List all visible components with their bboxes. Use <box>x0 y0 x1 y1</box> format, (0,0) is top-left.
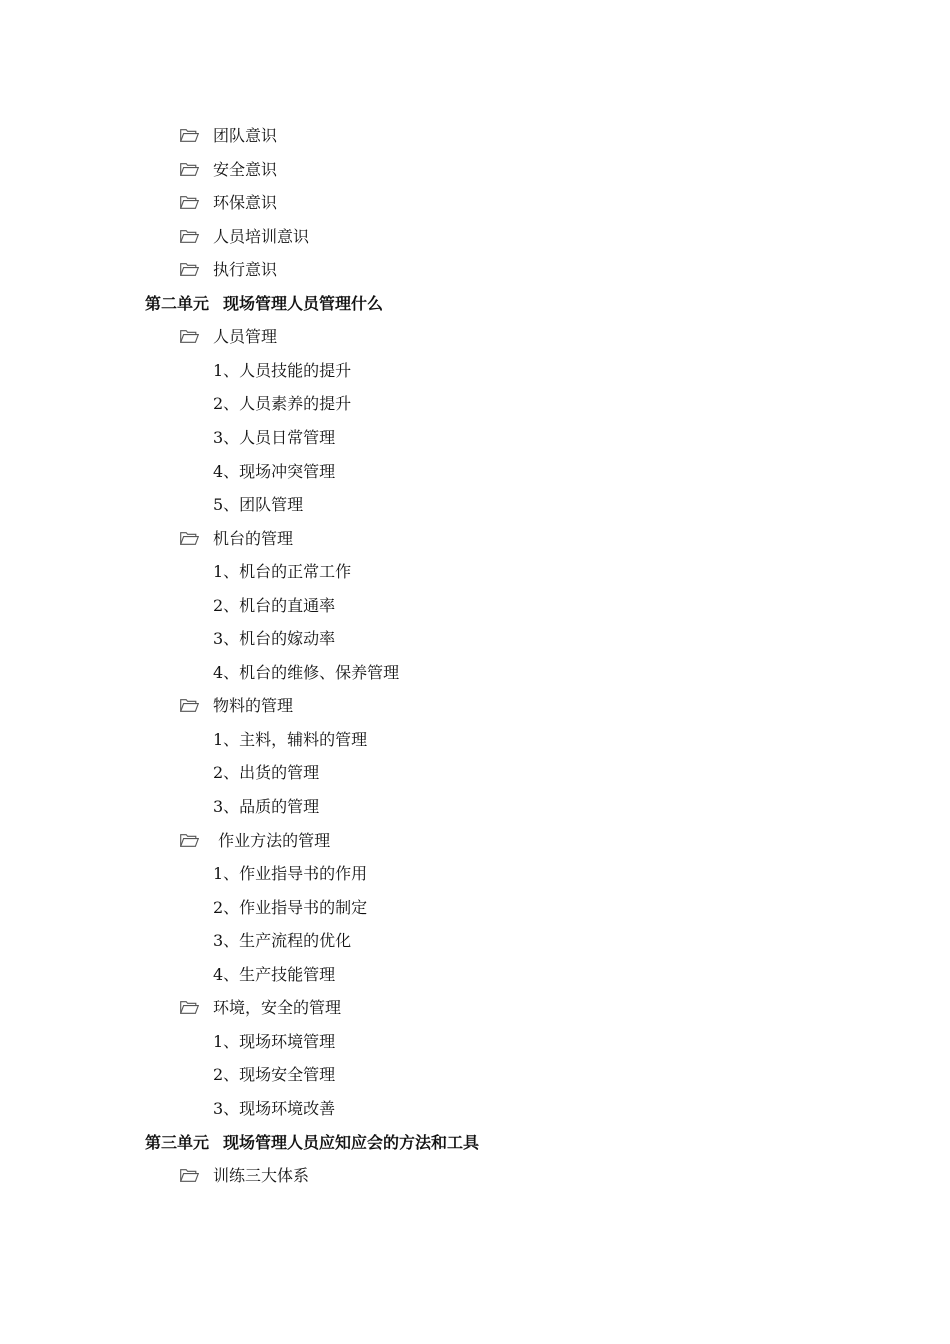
outline-sub-item-label: 2、现场安全管理 <box>213 1065 336 1085</box>
folder-outline-icon <box>180 834 199 847</box>
outline-folder-label: 人员管理 <box>213 327 278 347</box>
outline-sub-item-label: 3、品质的管理 <box>213 797 320 816</box>
outline-folder-item <box>180 325 277 349</box>
outline-sub-item <box>213 963 335 987</box>
folder-outline-icon <box>180 196 199 209</box>
outline-sub-item <box>213 560 351 584</box>
outline-sub-item-label: 1、作业指导书的作用 <box>213 864 368 884</box>
outline-sub-item-label: 2、人员素养的提升 <box>213 394 352 414</box>
outline-sub-item <box>213 862 367 886</box>
section-unit: 第二单元 <box>145 293 210 313</box>
outline-sub-item <box>213 929 351 953</box>
outline-folder-item <box>180 694 293 718</box>
outline-sub-item-label: 2、出货的管理 <box>213 763 320 783</box>
outline-sub-item-label: 2、机台的直通率 <box>213 595 336 615</box>
outline-sub-item <box>213 392 351 416</box>
folder-outline-icon <box>180 230 199 243</box>
outline-sub-item-label: 1、现场环境管理 <box>213 1031 336 1051</box>
outline-sub-item-label: 3、生产流程的优化 <box>213 931 352 951</box>
folder-outline-icon <box>180 263 199 276</box>
section-heading <box>145 292 383 316</box>
outline-sub-item-label: 2、作业指导书的制定 <box>213 897 368 917</box>
folder-outline-icon <box>180 163 199 176</box>
outline-sub-item <box>213 728 367 752</box>
outline-sub-item <box>213 1097 335 1121</box>
section-title: 现场管理人员管理什么 <box>223 293 384 313</box>
outline-sub-item-label: 5、团队管理 <box>213 495 304 515</box>
section-heading <box>145 1131 479 1155</box>
outline-sub-item-label: 3、机台的嫁动率 <box>213 629 336 649</box>
outline-sub-item-label: 3、现场环境改善 <box>213 1098 336 1118</box>
outline-folder-item <box>180 996 341 1020</box>
outline-folder-label: 环保意识 <box>213 193 278 213</box>
outline-sub-item-label: 1、人员技能的提升 <box>213 360 352 380</box>
folder-outline-icon <box>180 330 199 343</box>
folder-outline-icon <box>180 1169 199 1182</box>
outline-folder-label: 人员培训意识 <box>213 226 310 246</box>
outline-folder-label: 团队意识 <box>213 126 278 145</box>
outline-sub-item <box>213 460 335 484</box>
outline-sub-item-label: 4、机台的维修、保养管理 <box>213 662 400 682</box>
outline-sub-item <box>213 594 335 618</box>
outline-folder-item <box>180 829 330 853</box>
outline-sub-item <box>213 761 319 785</box>
outline-folder-label: 环境，安全的管理 <box>213 998 342 1018</box>
outline-sub-item-label: 1、主料，辅料的管理 <box>213 729 368 749</box>
outline-folder-label: 执行意识 <box>213 260 278 280</box>
outline-sub-item <box>213 1063 335 1087</box>
outline-folder-label: 训练三大体系 <box>213 1166 310 1186</box>
section-title: 现场管理人员应知应会的方法和工具 <box>223 1132 480 1152</box>
folder-outline-icon <box>180 1001 199 1014</box>
outline-folder-item <box>180 158 277 182</box>
outline-sub-item <box>213 795 319 819</box>
outline-folder-label: 物料的管理 <box>213 696 294 716</box>
outline-sub-item-label: 4、现场冲突管理 <box>213 461 336 481</box>
outline-folder-label: 安全意识 <box>213 159 278 179</box>
outline-sub-item-label: 4、生产技能管理 <box>213 964 336 984</box>
outline-sub-item <box>213 426 335 450</box>
outline-sub-item <box>213 493 303 517</box>
outline-sub-item <box>213 1030 335 1054</box>
outline-sub-item <box>213 627 335 651</box>
outline-folder-item <box>180 258 277 282</box>
outline-sub-item-label: 1、机台的正常工作 <box>213 562 352 582</box>
outline-folder-item <box>180 527 293 551</box>
outline-folder-label: 作业方法的管理 <box>213 830 331 850</box>
outline-sub-item <box>213 661 399 685</box>
folder-outline-icon <box>180 699 199 712</box>
folder-outline-icon <box>180 532 199 545</box>
outline-folder-item <box>180 191 277 215</box>
outline-folder-label: 机台的管理 <box>213 528 294 548</box>
outline-folder-item <box>180 225 309 249</box>
section-unit: 第三单元 <box>145 1132 210 1152</box>
outline-sub-item <box>213 359 351 383</box>
outline-sub-item-label: 3、人员日常管理 <box>213 427 336 447</box>
outline-sub-item <box>213 896 367 920</box>
outline-folder-item <box>180 1164 309 1188</box>
folder-outline-icon <box>180 129 199 142</box>
outline-folder-item <box>180 124 277 148</box>
